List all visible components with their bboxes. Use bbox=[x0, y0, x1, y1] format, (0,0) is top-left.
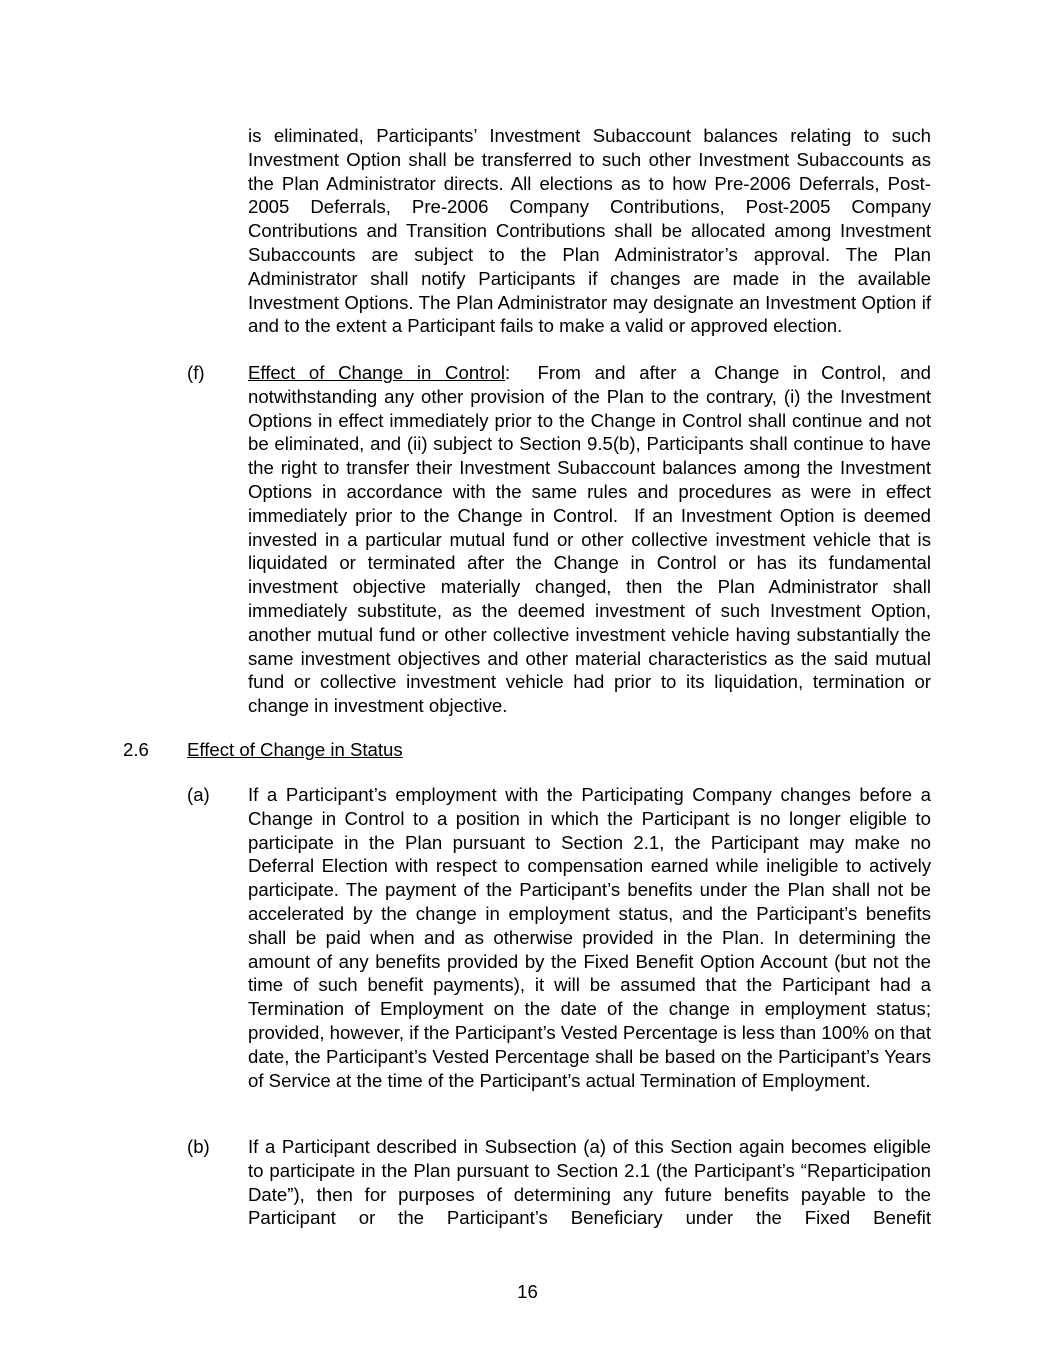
subsection-f-label: (f) bbox=[187, 362, 205, 383]
subsection-a-label: (a) bbox=[187, 784, 210, 805]
subsection-b-label: (b) bbox=[187, 1136, 210, 1157]
section-title: Effect of Change in Status bbox=[187, 739, 403, 760]
page-number: 16 bbox=[517, 1281, 538, 1302]
subsection-f-paragraph bbox=[248, 361, 937, 718]
subsection-a-paragraph: If a Participant’s employment with the Participating Company changes before a Change in Control to a position in which the Participant is no longer eligible to participate in the Plan pursuant to Section 2.1, the Participant may make no Deferral Election with respect to compensation earned while ineligible to actively participate. The payment of the Participant’s benefits under the Plan shall not be accelerated by the change in employment status, and the Participant’s benefits shall be paid when and as otherwise provided in the Plan. In determining the amount of any benefits provided by the Fixed Benefit Option Account (but not the time of such benefit payments), it will be assumed that the Participant had a Termination of Employment on the date of the change in employment status; provided, however, if the Participant’s Vested Percentage is less than 100% on that date, the Participant’s Vested Percentage shall be based on the Participant’s Years of Service at the time of the Participant’s actual Termination of Employment. bbox=[248, 784, 931, 1091]
subsection-f-text: From and after a Change in Control, and notwithstanding any other provision of the Plan to the contrary, (i) the Investment Options in effect immediately prior to the Change in Control shall continue and not be eliminated, and (ii) subject to Section 9.5(b), Participants shall continue to have the right to transfer their Investment Subaccount balances among the Investment Options in accordance with the same rules and procedures as were in effect immediately prior to the Change in Control. If an Investment Option is deemed invested in a particular mutual fund or other collective investment vehicle that is liquidated or terminated after the Change in Control or has its fundamental investment objective materially changed, then the Plan Administrator shall immediately substitute, as the deemed investment of such Investment Option, another mutual fund or other collective investment vehicle having substantially the same investment objectives and other material characteristics as the said mutual fund or collective investment vehicle had prior to its liquidation, termination or change in investment objective. bbox=[248, 362, 937, 717]
continued-paragraph: is eliminated, Participants’ Investment Subaccount balances relating to such Investment Option shall be transferred to such other Investment Subaccounts as the Plan Administrator directs. All elections as to how Pre-2006 Deferrals, Post-2005 Deferrals, Pre-2006 Company Contributions, Post-2005 Company Contributions and Transition Contributions shall be allocated among Investment Subaccounts are subject to the Plan Administrator’s approval. The Plan Administrator shall notify Participants if changes are made in the available Investment Options. The Plan Administrator may designate an Investment Option if and to the extent a Participant fails to make a valid or approved election. bbox=[248, 125, 931, 337]
subsection-f-colon: : bbox=[504, 362, 511, 383]
subsection-f-heading: Effect of Change in Control bbox=[248, 362, 505, 383]
subsection-b-paragraph: If a Participant described in Subsection (a) of this Section again becomes eligible to participate in the Plan pursuant to Section 2.1 (the Participant’s “Reparticipation Date”), then for purposes of determining any future benefits payable to the Participant or the Participant’s Beneficiary under the Fixed Benefit bbox=[248, 1136, 931, 1229]
section-number: 2.6 bbox=[123, 739, 149, 760]
